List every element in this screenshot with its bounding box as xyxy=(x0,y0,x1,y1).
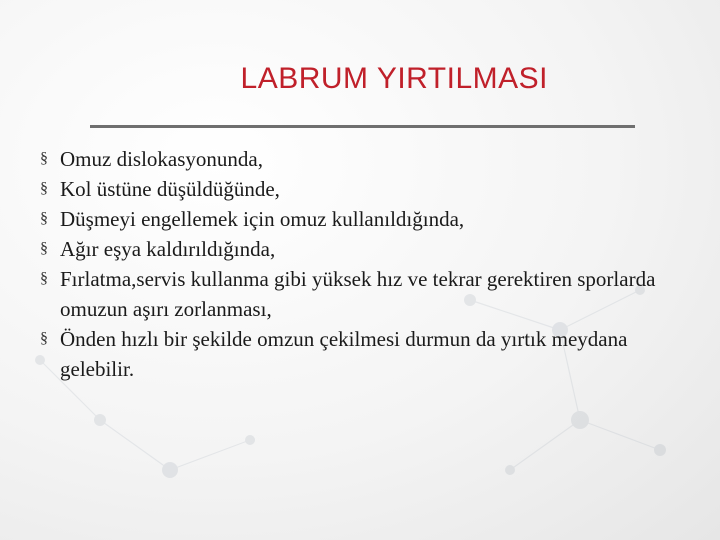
bullet-icon: § xyxy=(40,240,48,257)
slide-title: LABRUM YIRTILMASI xyxy=(240,62,548,95)
list-item xyxy=(40,144,670,174)
list-item xyxy=(40,204,670,234)
bullet-list xyxy=(40,144,670,384)
bullet-icon: § xyxy=(40,270,48,287)
bullet-text: Ağır eşya kaldırıldığında, xyxy=(60,237,276,261)
list-item xyxy=(40,174,670,204)
bullet-text: Omuz dislokasyonunda, xyxy=(60,147,263,171)
list-item xyxy=(40,264,670,324)
bullet-text: Fırlatma,servis kullanma gibi yüksek hız ve tekrar gerektiren sporlarda omuzun aşırı zorlanması, xyxy=(60,267,656,321)
bullet-text: Önden hızlı bir şekilde omzun çekilmesi durmun da yırtık meydana gelebilir. xyxy=(60,327,628,381)
list-item xyxy=(40,324,670,384)
bullet-text: Kol üstüne düşüldüğünde, xyxy=(60,177,280,201)
bullet-icon: § xyxy=(40,180,48,197)
bullet-text: Düşmeyi engellemek için omuz kullanıldığında, xyxy=(60,207,465,231)
title-divider xyxy=(90,125,635,128)
bullet-icon: § xyxy=(40,210,48,227)
bullet-icon: § xyxy=(40,150,48,167)
bullet-icon: § xyxy=(40,330,48,347)
list-item xyxy=(40,234,670,264)
